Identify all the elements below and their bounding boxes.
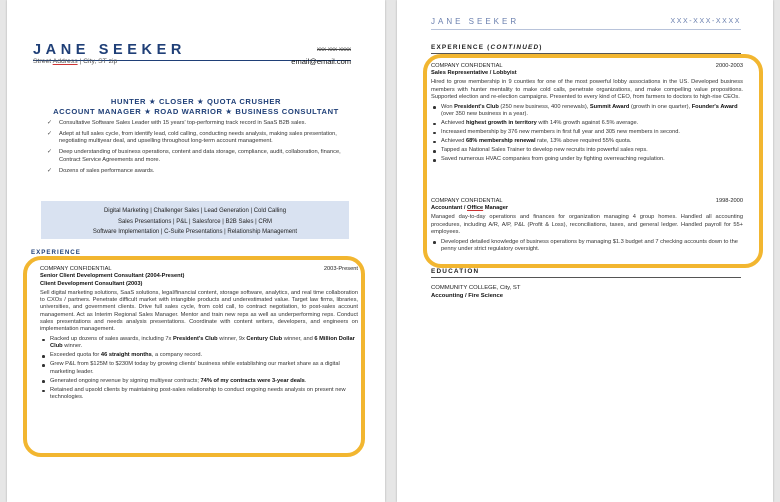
job-dates: 2003-Present xyxy=(323,266,358,272)
education-entry xyxy=(431,285,520,300)
address-line: Street Address | City, ST zip xyxy=(33,58,118,65)
skills-row: Software Implementation | C-Suite Presentations | Relationship Management xyxy=(92,229,298,235)
job-description: Hired to grow membership in 9 counties for one of the most powerful lobby associations in the US. Developed business members with hunter mentality to make cold calls, penetrate organizations, and make compelling value propositions. Supported election and re-election campaigns. Presented to every kind of CEO, from farmers to doctors to high-rise CEOs. xyxy=(431,79,743,100)
section-divider xyxy=(431,277,741,278)
job-dates: 1998-2000 xyxy=(715,198,743,204)
address-link: Address xyxy=(52,58,78,65)
school-name: COMMUNITY COLLEGE, City, ST xyxy=(431,285,521,291)
candidate-name: JANE SEEKER xyxy=(33,42,186,58)
checkmark-icon: ✓ xyxy=(47,120,53,126)
achievement-item: Racked up dozens of sales awards, including 7x President's Club winner, 9x Century Club winner, and 6 Million Dollar Club winner. xyxy=(40,336,358,351)
summary-item: ✓ Dozens of sales performance awards. xyxy=(47,167,155,174)
summary-list xyxy=(47,120,347,178)
education-heading: EDUCATION xyxy=(431,268,480,275)
page-header-phone: XXX-XXX-XXXX xyxy=(670,18,741,25)
phone-number: xxx-xxx-xxxx xyxy=(317,47,351,53)
job-company: COMPANY CONFIDENTIAL xyxy=(431,63,503,69)
highlight-ring-job-2-3 xyxy=(423,54,763,268)
job-description: Sell digital marketing solutions, SaaS solutions, legal/financial content, storage software, analytics, and real time collaboration to CXOs / partners. Penetrate difficult market with intangible products and underestimated value. Target law firms, libraries, universities, and government clients. Drive full sales cycle, from cold call, to contract negotiation, to post-sales account management. Act as Interim Regional Sales Manager. Mentor and train new reps as well as underperforming reps. Conduct sales presentations and needs analysis presentations. Coordinate with content writers, developers, and engineers on implementation management. xyxy=(40,289,358,333)
checkmark-icon: ✓ xyxy=(47,167,53,174)
degree: Accounting / Fire Science xyxy=(431,292,504,299)
achievement-item: Generated ongoing revenue by signing multiyear contracts; 74% of my contracts were 3-year deals. xyxy=(40,378,358,385)
achievement-item: Tapped as National Sales Trainer to develop new recruits into powerful sales reps. xyxy=(431,147,743,154)
achievement-item: Achieved highest growth in territory with 14% growth against 6.5% average. xyxy=(431,120,743,127)
achievement-item: Saved numerous HVAC companies from going under by fighting overreaching regulation. xyxy=(431,156,743,163)
achievement-item: Exceeded quota for 46 straight months, a company record. xyxy=(40,352,358,359)
achievement-item: Retained and upsold clients by maintaining post-sales relationship to conduct ongoing needs analysis on present new technologies. xyxy=(40,387,358,402)
skills-row: Sales Presentations | P&L | Salesforce | B2B Sales | CRM xyxy=(117,218,273,225)
achievement-item: Increased membership by 376 new members in first full year and 305 new members in second. xyxy=(431,129,743,136)
experience-heading: EXPERIENCE xyxy=(31,249,81,256)
achievement-item: Developed detailed knowledge of business operations by managing $1.3 budget and 7 checking accounts down to the penny under strict regulatory oversight. xyxy=(431,239,743,254)
summary-item: ✓ Deep understanding of business operations, content and data storage, compliance, audit, collaboration, finance, Contract Service Agreements and more. xyxy=(47,149,341,163)
summary-item: ✓ Consultative Software Sales Leader with 15 years' top-performing track record in SaaS B2B sales. xyxy=(47,120,307,126)
email-address: email@email.com xyxy=(291,57,351,66)
skills-box xyxy=(41,201,349,239)
experience-continued-heading: EXPERIENCE (CONTINUED) xyxy=(431,44,543,51)
checkmark-icon: ✓ xyxy=(47,130,53,137)
headline-line-1: HUNTER ★ CLOSER ★ QUOTA CRUSHER xyxy=(110,97,282,106)
job-title: Client Development Consultant (2003) xyxy=(40,280,143,287)
achievement-item: Achieved 68% membership renewal rate, 13% above required 55% quota. xyxy=(431,138,743,145)
job-description: Managed day-to-day operations and finances for organization managing 4 group homes. Handled all accounting procedures, including A/R, A/P, P&L (Profit & Loss), reconciliations, taxes, and general ledger. Handled payroll for 55+ employees. xyxy=(431,214,743,235)
checkmark-icon: ✓ xyxy=(47,149,53,156)
job-title: Accountant / Office Manager xyxy=(431,205,509,212)
job-company: COMPANY CONFIDENTIAL xyxy=(431,198,503,204)
page-header-name: JANE SEEKER xyxy=(431,17,520,26)
job-title: Senior Client Development Consultant (2004-Present) xyxy=(40,273,185,280)
highlight-ring-job-1 xyxy=(23,256,365,457)
skills-row: Digital Marketing | Challenger Sales | Lead Generation | Cold Calling xyxy=(103,208,287,214)
job-company: COMPANY CONFIDENTIAL xyxy=(40,266,112,272)
summary-item: ✓ Adept at full sales cycle, from identify lead, cold calling, conducting needs analysis, making sales presentation, negotiating multiyear deal, and upselling throughout long-term account management. xyxy=(47,130,337,145)
job-title: Sales Representative / Lobbyist xyxy=(431,70,517,77)
job-dates: 2000-2003 xyxy=(715,63,743,69)
achievement-item: Grew P&L from $125M to $230M today by growing clients' business while establishing our market share as a digital marketing leader. xyxy=(40,361,358,376)
header-divider xyxy=(431,29,741,30)
headline-line-2: ACCOUNT MANAGER ★ ROAD WARRIOR ★ BUSINESS CONSULTANT xyxy=(53,107,339,116)
achievement-item: Won President's Club (250 new business, 400 renewals), Summit Award (growth in one quarter), Founder's Award (over 350 new business in a year). xyxy=(431,104,743,119)
